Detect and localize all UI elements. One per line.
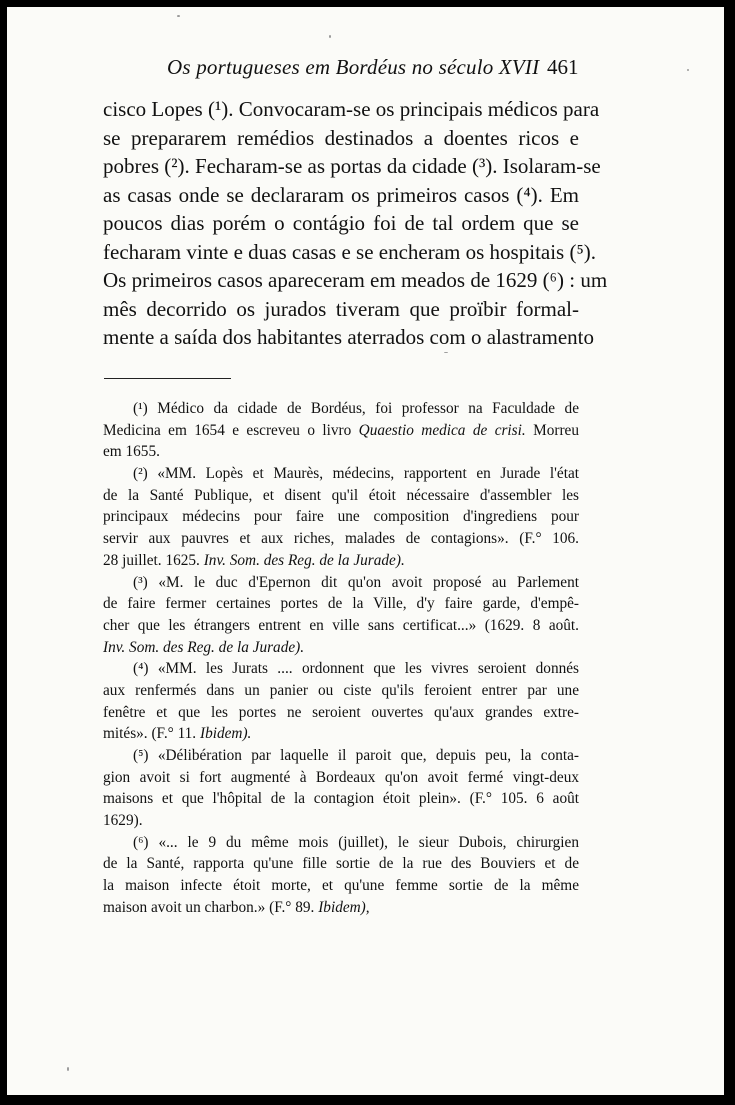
footnote-3 (103, 572, 579, 659)
footnote-line: (⁵) «Délibération par laquelle il paroit que, depuis peu, la conta- (133, 747, 579, 764)
body-line: se prepararem remédios destinados a doentes ricos e (103, 125, 579, 150)
paper-speck (329, 35, 331, 38)
book-title: Quaestio medica de crisi. (358, 421, 526, 439)
footnotes (103, 398, 579, 919)
footnote-line: cher que les étrangers entrent en ville sans certificat...» (1629. 8 août. (103, 616, 579, 634)
footnote-5 (103, 745, 579, 832)
footnote-text: Medicina em 1654 e escreveu o livro (103, 421, 359, 439)
source-citation: Ibidem). (199, 725, 252, 743)
footnote-line: (³) «M. le duc d'Epernon dit qu'on avoit proposé au Parlement (133, 573, 579, 591)
footnote-line: gion avoit si fort augmenté à Bordeaux qu'on avoit fermé vingt-deux (103, 768, 579, 786)
footnote-line: 1629). (103, 812, 143, 830)
footnote-text: mités». (F.° 11. (103, 725, 200, 743)
footnote-line: servir aux pauvres et aux riches, malades de contagions». (F.° 106. (103, 530, 579, 548)
body-line: fecharam vinte e duas casas e se encheram os hospitais (⁵). (103, 239, 597, 264)
footnote-line (103, 723, 579, 745)
footnote-divider (104, 378, 231, 379)
footnote-line (103, 550, 579, 572)
footnote-line: fenêtre et que les portes ne seroient ouvertes qu'aux grandes extre- (103, 703, 579, 721)
footnote-6 (103, 832, 579, 919)
paper-speck (67, 1067, 69, 1071)
footnote-line: aux renfermés dans un panier ou ciste qu'ils feroient entrer par une (103, 681, 579, 699)
footnote-line: la maison infecte étoit morte, et qu'une femme sortie de la même (103, 877, 579, 895)
body-line: as casas onde se declararam os primeiros casos (⁴). Em (103, 182, 579, 207)
body-line: mente a saída dos habitantes aterrados com o alastramento (103, 325, 594, 349)
page-header (7, 55, 724, 85)
footnote-4 (103, 658, 579, 745)
footnote-1 (103, 398, 579, 463)
footnote-line: de faire fermer certaines portes de la Ville, d'y faire garde, d'empê- (103, 595, 579, 613)
footnote-line: de la Santé, rapporta qu'une fille sortie de la rue des Bouviers et de (103, 855, 579, 873)
footnote-line: (⁴) «MM. les Jurats .... ordonnent que les vivres seroient donnés (133, 660, 579, 678)
paper-speck (444, 352, 448, 353)
footnote-text: 28 juillet. 1625. (103, 551, 204, 569)
source-citation: Inv. Som. des Reg. de la Jurade). (203, 551, 405, 569)
footnote-text: Morreu (525, 421, 579, 439)
footnote-line: maisons et que l'hôpital de la contagion étoit plein». (F.° 105. 6 août (103, 790, 579, 808)
footnote-text: maison avoit un charbon.» (F.° 89. (103, 898, 319, 916)
body-line: cisco Lopes (¹). Convocaram-se os principais médicos para (103, 97, 600, 121)
footnote-2 (103, 463, 579, 571)
book-page (7, 7, 724, 1095)
body-line: pobres (²). Fecharam-se as portas da cidade (³). Isolaram-se (103, 154, 601, 178)
footnote-line: em 1655. (103, 443, 160, 461)
body-line: mês decorrido os jurados tiveram que proïbir formal- (103, 296, 579, 321)
footnote-line: principaux médecins pour faire une composition d'ingrediens pour (103, 508, 579, 526)
footnote-line (103, 420, 579, 442)
body-line: Os primeiros casos apareceram em meados de 1629 (⁶) : um (103, 268, 608, 292)
running-title: Os portugueses em Bordéus no século XVII (167, 55, 540, 79)
body-line: poucos dias porém o contágio foi de tal ordem que se (103, 211, 579, 235)
source-citation: Ibidem), (318, 898, 370, 916)
footnote-line (103, 897, 579, 919)
footnote-line: (²) «MM. Lopès et Maurès, médecins, rapportent en Jurade l'état (133, 465, 579, 483)
page-number: 461 (547, 55, 579, 79)
footnote-line: (⁶) «... le 9 du même mois (juillet), le sieur Dubois, chirurgien (133, 833, 579, 851)
body-text (103, 95, 608, 352)
paper-speck (177, 15, 180, 17)
source-citation: Inv. Som. des Reg. de la Jurade). (103, 638, 305, 656)
footnote-line: (¹) Médico da cidade de Bordéus, foi professor na Faculdade de (133, 400, 579, 417)
footnote-line: de la Santé Publique, et disent qu'il étoit nécessaire d'assembler les (103, 486, 579, 504)
